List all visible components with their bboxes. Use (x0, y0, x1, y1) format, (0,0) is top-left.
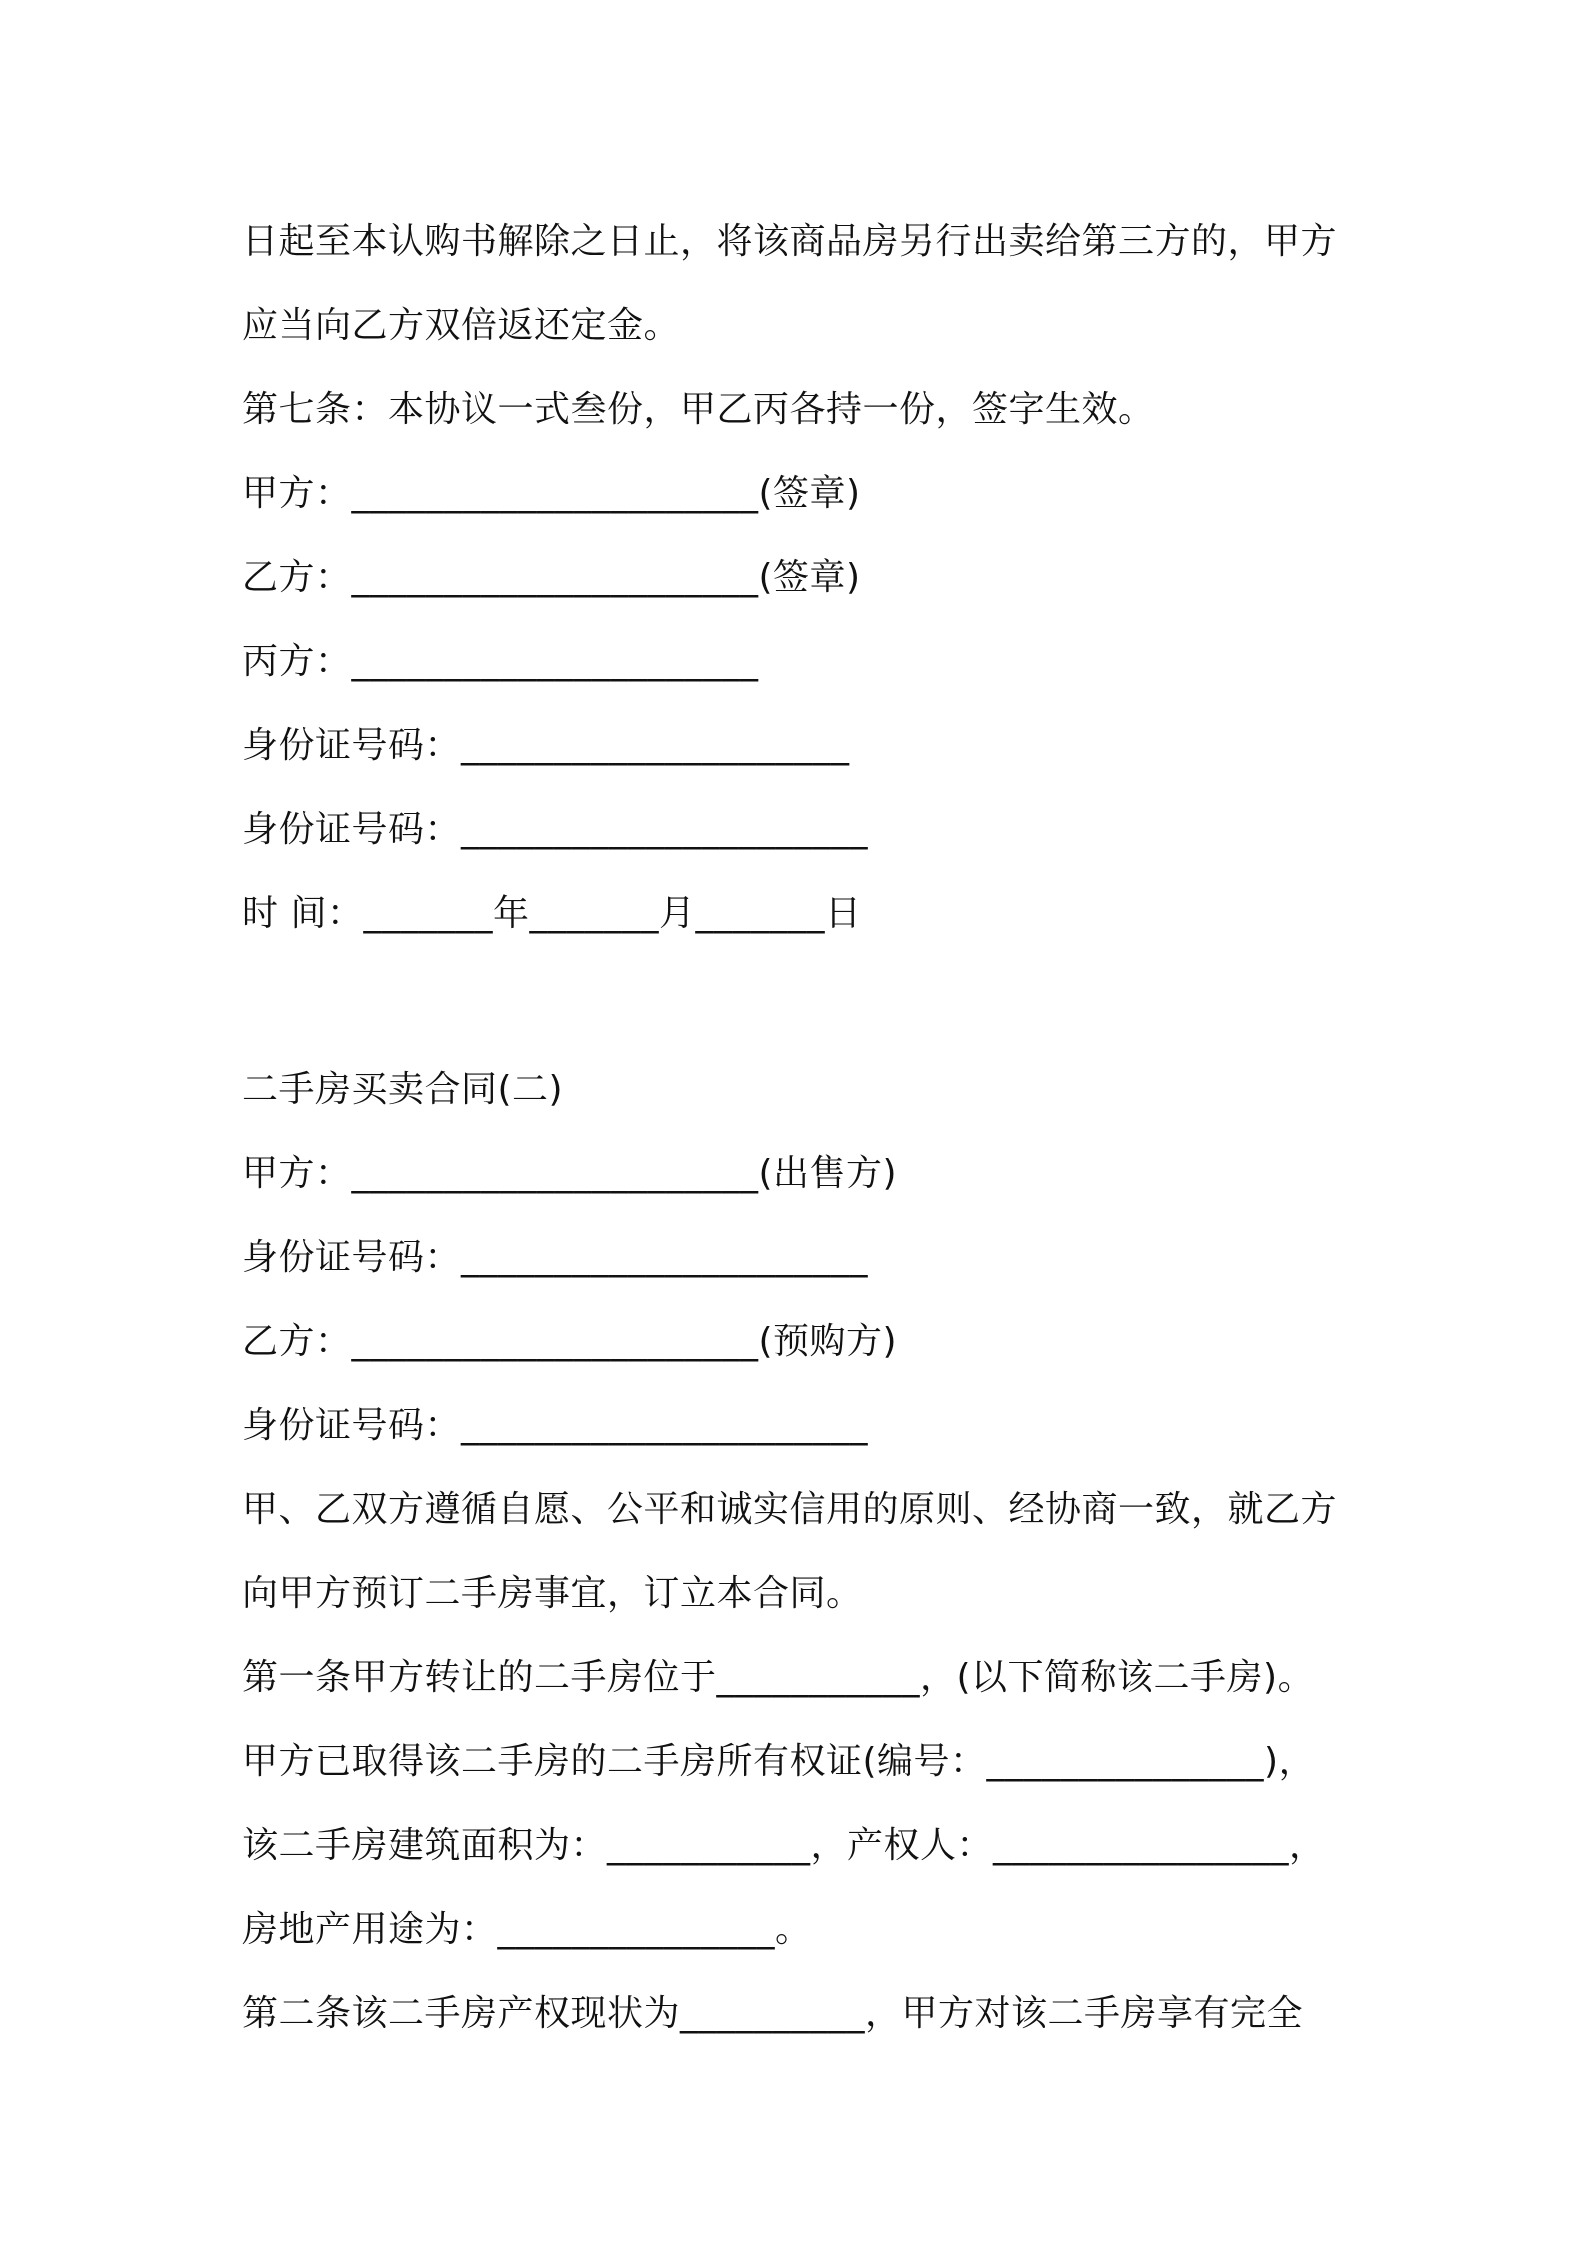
clause-7: 第七条：本协议一式叁份，甲乙丙各持一份，签字生效。 (242, 389, 1155, 430)
text-line: 甲、乙双方遵循自愿、公平和诚实信用的原则、经协商一致，就乙方 (242, 1489, 1338, 1530)
id-number-line: 身份证号码：______________________ (242, 1237, 869, 1278)
section-1 (242, 200, 1362, 956)
party-a-signature-line: 甲方：______________________(签章) (242, 473, 861, 514)
document-page (242, 200, 1362, 2056)
party-b-signature-line: 乙方：______________________(签章) (242, 557, 861, 598)
clause-2: 第二条该二手房产权现状为__________，甲方对该二手房享有完全 (242, 1993, 1304, 2034)
section-gap (242, 956, 1362, 1048)
id-number-line: 身份证号码：_____________________ (242, 725, 850, 766)
contract-title: 二手房买卖合同(二) (242, 1069, 564, 1110)
text-line: 该二手房建筑面积为：___________，产权人：________________， (242, 1825, 1326, 1866)
id-number-line: 身份证号码：______________________ (242, 1405, 869, 1446)
party-a-seller-line: 甲方：______________________(出售方) (242, 1153, 898, 1194)
text-line: 房地产用途为：_______________。 (242, 1909, 812, 1950)
party-c-signature-line: 丙方：______________________ (242, 641, 759, 682)
text-line: 应当向乙方双倍返还定金。 (242, 305, 681, 346)
clause-1: 第一条甲方转让的二手房位于___________，(以下简称该二手房)。 (242, 1657, 1315, 1698)
date-line: 时 间：_______年_______月_______日 (242, 893, 862, 934)
party-b-buyer-line: 乙方：______________________(预购方) (242, 1321, 898, 1362)
text-line: 甲方已取得该二手房的二手房所有权证(编号：_______________)， (242, 1741, 1316, 1782)
id-number-line: 身份证号码：______________________ (242, 809, 869, 850)
text-line: 向甲方预订二手房事宜，订立本合同。 (242, 1573, 863, 1614)
section-2 (242, 1048, 1362, 2056)
text-line: 日起至本认购书解除之日止，将该商品房另行出卖给第三方的，甲方 (242, 221, 1338, 262)
